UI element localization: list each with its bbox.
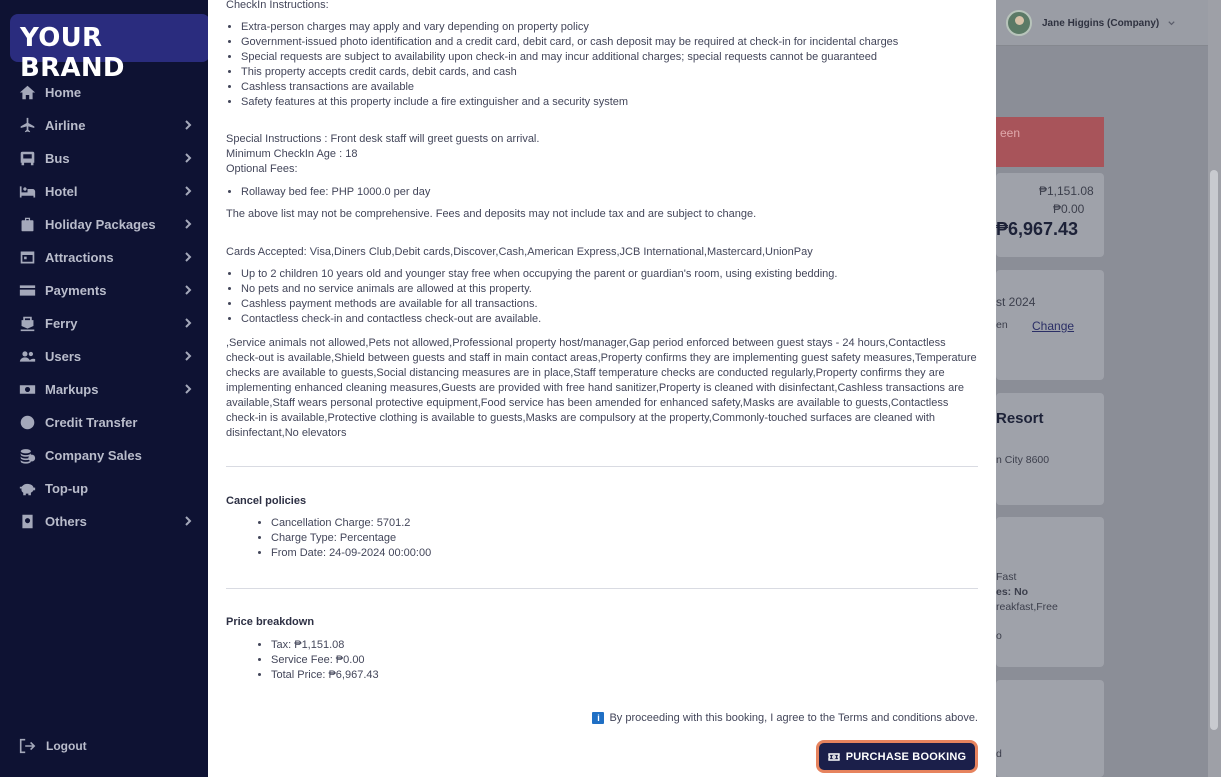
- alert-banner: [996, 117, 1104, 167]
- chevron-right-icon: [182, 284, 194, 296]
- sidebar-item-label: Hotel: [45, 184, 78, 199]
- sidebar-item-home[interactable]: [0, 76, 208, 109]
- users-icon: [18, 348, 36, 366]
- divider: [226, 466, 978, 467]
- chevron-right-icon: [182, 218, 194, 230]
- list-item: • Cashless payment methods are available for all transactions.: [241, 297, 837, 312]
- chevron-down-icon: [1167, 19, 1176, 28]
- list-item: • Charge Type: Percentage: [271, 531, 431, 546]
- extra-card: [996, 680, 1104, 777]
- logout-icon: [18, 737, 36, 755]
- sidebar-item-users[interactable]: [0, 340, 208, 373]
- chevron-right-icon: [182, 251, 194, 263]
- sidebar-item-holiday-packages[interactable]: [0, 208, 208, 241]
- passport-icon: [18, 513, 36, 531]
- list-item: • Tax: ₱1,151.08: [271, 638, 379, 653]
- sidebar-item-airline[interactable]: [0, 109, 208, 142]
- change-link[interactable]: Change: [1032, 319, 1075, 333]
- bg-date: st 2024: [996, 295, 1036, 309]
- divider: [226, 588, 978, 589]
- bus-icon: [18, 150, 36, 168]
- sidebar: [0, 0, 208, 777]
- sidebar-item-label: Holiday Packages: [45, 217, 156, 232]
- list-item: • Contactless check-in and contactless check-out are available.: [241, 312, 837, 327]
- sidebar-item-label: Bus: [45, 151, 70, 166]
- airplane-icon: [18, 117, 36, 135]
- cancel-policies-list: [256, 516, 431, 561]
- chevron-right-icon: [182, 185, 194, 197]
- bg-hotel-name: Resort: [996, 410, 1044, 427]
- list-item: • Cashless transactions are available: [241, 80, 898, 95]
- logout-label: Logout: [46, 739, 87, 753]
- sidebar-item-label: Markups: [45, 382, 99, 397]
- special-instructions: Special Instructions : Front desk staff will greet guests on arrival.: [226, 133, 540, 145]
- bg-detail: reakfast,Free: [996, 601, 1058, 613]
- list-item: • This property accepts credit cards, debit cards, and cash: [241, 65, 898, 80]
- terms-agreement-text: By proceeding with this booking, I agree to the Terms and conditions above.: [609, 712, 978, 724]
- list-item: • Safety features at this property include a fire extinguisher and a security system: [241, 95, 898, 110]
- booking-terms-modal: [208, 0, 996, 777]
- list-item: • Government-issued photo identification and a credit card, debit card, or cash deposit may be required at check-in for incidental charges: [241, 35, 898, 50]
- sidebar-item-ferry[interactable]: [0, 307, 208, 340]
- purchase-booking-label: PURCHASE BOOKING: [845, 750, 967, 763]
- sidebar-item-label: Credit Transfer: [45, 415, 138, 430]
- ferry-icon: [18, 315, 36, 333]
- sidebar-item-markups[interactable]: [0, 373, 208, 406]
- sidebar-item-others[interactable]: [0, 505, 208, 538]
- bg-date-sub: en: [996, 319, 1008, 331]
- ticket-icon: [828, 752, 840, 762]
- logout-button[interactable]: [18, 737, 87, 755]
- sidebar-item-label: Users: [45, 349, 82, 364]
- bg-total: ₱6,967.43: [996, 219, 1079, 239]
- list-item: • Total Price: ₱6,967.43: [271, 668, 379, 683]
- alert-banner-text: een: [1000, 126, 1021, 140]
- list-item: • Special requests are subject to availability upon check-in and may incur additional charges; special requests cannot be guaranteed: [241, 50, 898, 65]
- chevron-right-icon: [182, 317, 194, 329]
- piggy-bank-icon: [18, 480, 36, 498]
- scrollbar-thumb[interactable]: [1210, 170, 1218, 730]
- price-breakdown-list: [256, 638, 379, 683]
- sidebar-item-label: Home: [45, 85, 82, 100]
- bg-fee: ₱0.00: [1053, 202, 1085, 216]
- sidebar-item-attractions[interactable]: [0, 241, 208, 274]
- transfer-icon: [18, 414, 36, 432]
- price-breakdown-title: Price breakdown: [226, 616, 315, 628]
- suitcase-icon: [18, 216, 36, 234]
- policy-list: [226, 267, 837, 327]
- list-item: • No pets and no service animals are allowed at this property.: [241, 282, 837, 297]
- chevron-right-icon: [182, 119, 194, 131]
- sidebar-item-top-up[interactable]: [0, 472, 208, 505]
- bg-detail: Fast: [996, 571, 1017, 583]
- checkin-title: CheckIn Instructions:: [226, 0, 329, 11]
- optional-fees-title: Optional Fees:: [226, 163, 298, 175]
- list-item: • Extra-person charges may apply and vary depending on property policy: [241, 20, 898, 35]
- cancel-policies-title: Cancel policies: [226, 495, 307, 507]
- bed-icon: [18, 183, 36, 201]
- chevron-right-icon: [182, 350, 194, 362]
- bg-tax: ₱1,151.08: [1039, 184, 1094, 198]
- home-icon: [18, 84, 36, 102]
- sidebar-item-label: Airline: [45, 118, 86, 133]
- user-name: Jane Higgins (Company): [1042, 17, 1160, 29]
- terms-agreement: [592, 712, 978, 724]
- attraction-icon: [18, 249, 36, 267]
- chevron-right-icon: [182, 152, 194, 164]
- sidebar-item-payments[interactable]: [0, 274, 208, 307]
- info-icon: i: [592, 712, 604, 724]
- sidebar-item-label: Ferry: [45, 316, 78, 331]
- sidebar-item-company-sales[interactable]: [0, 439, 208, 472]
- chevron-right-icon: [182, 383, 194, 395]
- health-safety-text: ,Service animals not allowed,Pets not allowed,Professional property host/manager,Gap period enforced between guest stays - 24 hours,Contactless check-out is available,Shield between guests and staff in main contact areas,Property confirms they are implementing guest safety measures,Temperature checks are available to guests,Social distancing measures are in place,Staff temperature checks are conducted regularly,Property confirms they are implementing enhanced cleaning measures,Guests are provided with free hand sanitizer,Property is cleaned with disinfectant,Cashless transactions are available,Staff wears personal protective equipment,Food service has been amended for enhanced safety,Masks are available to guests,Contactless check-in is available,Protective clothing is available to guests,Masks are compulsory at the property,Commonly-touched surfaces are cleaned with disinfectant,No elevators: [226, 337, 977, 439]
- credit-card-icon: [18, 282, 36, 300]
- bg-detail: es: No: [996, 586, 1029, 598]
- sidebar-item-hotel[interactable]: [0, 175, 208, 208]
- sidebar-item-label: Payments: [45, 283, 107, 298]
- sidebar-item-credit-transfer[interactable]: [0, 406, 208, 439]
- user-menu[interactable]: [1006, 10, 1176, 36]
- sidebar-item-label: Company Sales: [45, 448, 142, 463]
- brand-text: YOUR BRAND: [20, 23, 125, 83]
- checkin-list: [226, 20, 898, 110]
- sidebar-item-bus[interactable]: [0, 142, 208, 175]
- bg-address: n City 8600: [996, 454, 1050, 466]
- sidebar-item-label: Others: [45, 514, 87, 529]
- purchase-booking-button[interactable]: [816, 740, 978, 773]
- list-item: • Cancellation Charge: 5701.2: [271, 516, 431, 531]
- sidebar-nav: [0, 76, 208, 538]
- brand-logo[interactable]: [10, 14, 210, 83]
- list-item: • From Date: 24-09-2024 00:00:00: [271, 546, 431, 561]
- avatar: [1006, 10, 1032, 36]
- chevron-right-icon: [182, 515, 194, 527]
- sidebar-item-label: Top-up: [45, 481, 89, 496]
- bg-detail: o: [996, 630, 1002, 642]
- bg-detail: d: [996, 748, 1002, 760]
- cards-accepted: Cards Accepted: Visa,Diners Club,Debit cards,Discover,Cash,American Express,JCB International,Mastercard,UnionPay: [226, 246, 813, 258]
- list-item: • Up to 2 children 10 years old and younger stay free when occupying the parent or guardian's room, using existing bedding.: [241, 267, 837, 282]
- sidebar-item-label: Attractions: [45, 250, 114, 265]
- coins-icon: [18, 447, 36, 465]
- money-icon: [18, 381, 36, 399]
- fees-note: The above list may not be comprehensive. Fees and deposits may not include tax and are subject to change.: [226, 208, 757, 220]
- list-item: • Service Fee: ₱0.00: [271, 653, 379, 668]
- list-item: • Rollaway bed fee: PHP 1000.0 per day: [241, 185, 430, 200]
- optional-fees-list: [226, 185, 430, 200]
- min-checkin-age: Minimum CheckIn Age : 18: [226, 148, 358, 160]
